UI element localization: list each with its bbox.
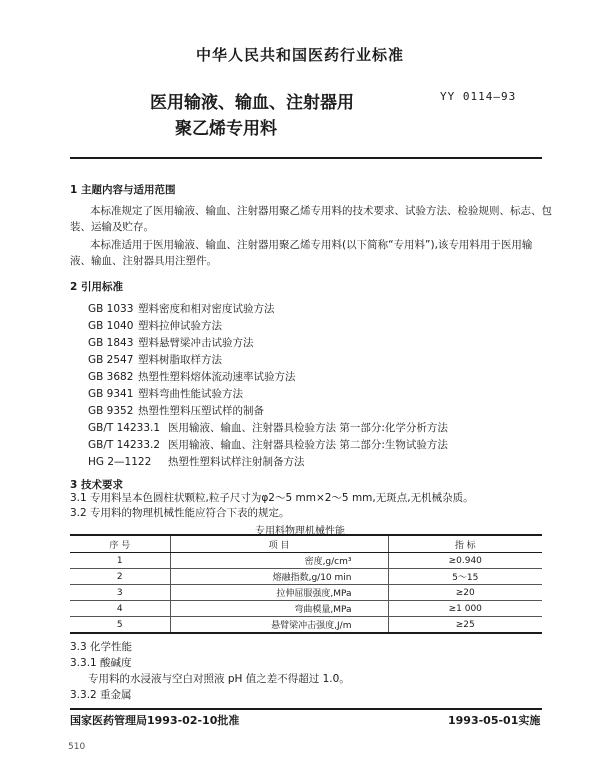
header-value: 指 标 [388,535,542,553]
table-row: 2 熔融指数,g/10 min 5～15 [70,569,542,585]
page-number: 510 [68,742,86,752]
footer-divider [70,708,542,710]
section-3-heading: 3 技术要求 [70,479,123,491]
section-1-para1-line2: 装、运输及贮存。 [70,221,154,233]
clause-3-3-1-text: 专用料的水浸液与空白对照液 pH 值之差不得超过 1.0。 [88,673,350,685]
table-row: 4 弯曲模量,MPa ≥1 000 [70,601,542,617]
reference-item: GB 2547 塑料树脂取样方法 [88,354,222,366]
properties-table [70,534,542,634]
section-1-para2-line1: 本标准适用于医用输液、输血、注射器用聚乙烯专用料(以下简称“专用料”),该专用料用于医用输 [90,239,533,251]
reference-item: GB/T 14233.1 医用输液、输血、注射器具检验方法 第一部分:化学分析方法 [88,422,448,434]
section-1-para2-line2: 液、输血、注射器具用注塑件。 [70,255,217,267]
reference-item: GB 1033 塑料密度和相对密度试验方法 [88,303,275,315]
reference-item: GB 3682 热塑性塑料熔体流动速率试验方法 [88,371,296,383]
standard-number: YY 0114—93 [440,90,517,103]
header-seq: 序 号 [70,535,170,553]
effective-date: 1993-05-01实施 [448,714,541,727]
table-header-row [70,535,542,553]
reference-item: GB 9341 塑料弯曲性能试验方法 [88,388,243,400]
section-1-heading: 1 主题内容与适用范围 [70,184,176,196]
clause-3-3-1: 3.3.1 酸碱度 [70,657,132,669]
document-title-line2: 聚乙烯专用料 [175,119,277,139]
section-2-heading: 2 引用标准 [70,281,123,293]
table-row: 5 悬臂梁冲击强度,J/m ≥25 [70,617,542,634]
reference-item: GB 1040 塑料拉伸试验方法 [88,320,222,332]
header-item: 项 目 [170,535,388,553]
table-row: 3 拉伸屈服强度,MPa ≥20 [70,585,542,601]
table-row: 1 密度,g/cm³ ≥0.940 [70,553,542,569]
approval-line: 国家医药管理局1993-02-10批准 [70,714,240,727]
issuing-organization: 中华人民共和国医药行业标准 [195,46,404,64]
section-1-para1-line1: 本标准规定了医用输液、输血、注射器用聚乙烯专用料的技术要求、试验方法、检验规则、标志、包 [90,205,552,217]
reference-item: HG 2—1122 热塑性塑料试样注射制备方法 [88,456,305,468]
reference-item: GB/T 14233.2 医用输液、输血、注射器具检验方法 第二部分:生物试验方法 [88,439,448,451]
clause-3-2: 3.2 专用料的物理机械性能应符合下表的规定。 [70,507,290,519]
document-title-line1: 医用输液、输血、注射器用 [150,93,354,113]
clause-3-3-2: 3.3.2 重金属 [70,689,132,701]
table-caption: 专用料物理机械性能 [255,526,345,537]
reference-item: GB 9352 热塑性塑料压塑试样的制备 [88,405,264,417]
clause-3-1: 3.1 专用料呈本色圆柱状颗粒,粒子尺寸为φ2～5 mm×2～5 mm,无斑点,无机械杂质。 [70,492,474,504]
reference-item: GB 1843 塑料悬臂梁冲击试验方法 [88,337,254,349]
clause-3-3: 3.3 化学性能 [70,641,133,653]
header-divider [70,157,542,159]
